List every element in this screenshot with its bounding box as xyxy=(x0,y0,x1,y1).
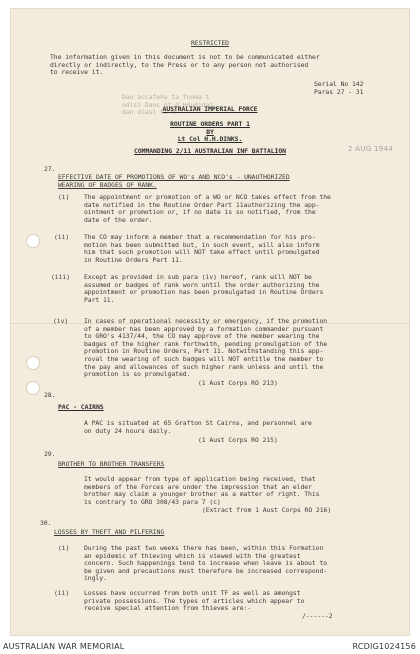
subpara-label: (i) xyxy=(58,544,70,552)
date-stamp: 2 AUG 1944 xyxy=(348,145,394,153)
para-title: BROTHER TO BROTHER TRANSFERS xyxy=(58,460,165,468)
para-text: A PAC is situated at 65 Grafton St Cairns, and personnel are xyxy=(84,419,312,427)
orders-title: ROUTINE ORDERS PART 1 xyxy=(170,120,250,128)
para-text: promotion is so promulgated. xyxy=(84,370,191,379)
subpara-label: (iv) xyxy=(53,317,69,325)
para-text: on duty 24 hours daily. xyxy=(84,426,172,435)
para-text: of a member has been approved by a formation commander pursuant xyxy=(84,324,324,333)
force-heading: AUSTRALIAN IMPERIAL FORCE xyxy=(162,105,258,113)
para-number: 29. xyxy=(44,450,56,458)
para-text: receive special attention from thieves are:- xyxy=(84,604,252,613)
para-text: to GRO's 4137/44, the CO may approve of the member wearing the xyxy=(84,332,320,341)
para-text: be given and precautions must therefore be increased correspond- xyxy=(84,566,328,575)
para-text: date of the order. xyxy=(84,215,153,224)
para-text: ointment or promotion or, if no date is so notified, from the xyxy=(84,208,316,217)
para-text: concern. Such happenings tend to increase when leave is about to xyxy=(84,559,328,568)
command-line: COMMANDING 2/11 AUSTRALIAN INF BATTALION xyxy=(134,147,286,155)
para-text: assumed or badges of rank worn until the order authorizing the xyxy=(84,280,320,289)
para-title: EFFECTIVE DATE OF PROMOTIONS OF WO's AND NCO's - UNAUTHORIZED xyxy=(58,173,290,181)
para-text: roval the wearing of such badges will NOT entitle the member to xyxy=(84,355,324,363)
para-text: members of the Forces are under the impression that an elder xyxy=(84,482,312,491)
reference: (Extract from 1 Aust Corps RO 216) xyxy=(202,506,332,514)
punch-hole xyxy=(26,356,40,370)
notice-line-2: directly or indirectly, to the Press or to any person not authorised xyxy=(50,60,309,69)
archive-id: RCDIG1024156 xyxy=(352,642,416,651)
reference: (1 Aust Corps RO 213) xyxy=(198,379,278,387)
para-text: The CO may inform a member that a recommendation for his pro- xyxy=(84,233,316,241)
para-text: appointment or promotion has been promulgated in Routine Orders xyxy=(84,288,324,297)
para-text: motion has been submitted but, in such event, will also inform xyxy=(84,240,320,249)
para-text: Losses have occurred from both unit TF as well as amongst xyxy=(84,589,301,597)
para-text: brother may claim a younger brother as a matter of right. This xyxy=(84,490,320,499)
notice-line-3: to receive it. xyxy=(50,68,104,77)
para-text: the pay and allowances of such higher rank unless and until the xyxy=(84,362,324,371)
para-text: ingly. xyxy=(84,574,107,583)
punch-hole xyxy=(26,234,40,248)
para-text: private possessions. The types of articles which appear to xyxy=(84,596,305,605)
punch-hole xyxy=(26,381,40,395)
para-text: is contrary to GRO 308/43 para 7 (c) xyxy=(84,497,221,506)
para-text: him that such promotion will NOT take effect until promulgated xyxy=(84,248,320,257)
para-text: promotion in Routine Orders, Part 11. Notwithstanding this app- xyxy=(84,347,324,356)
para-title: PAC - CAIRNS xyxy=(58,403,104,411)
classification: RESTRICTED xyxy=(191,39,229,47)
subpara-label: (ii) xyxy=(54,589,70,597)
by-line: BY xyxy=(206,127,214,136)
para-text: date notified in the Routine Order Part 11authorizing the app- xyxy=(84,200,320,209)
serial-number: Serial No 142 xyxy=(314,80,364,88)
archive-name: AUSTRALIAN WAR MEMORIAL xyxy=(3,642,125,651)
para-number: 28. xyxy=(44,391,56,399)
para-text: During the past two weeks there has been, within this Formation xyxy=(84,544,324,552)
para-text: In cases of operational necessity or emergency, if the promotion xyxy=(84,317,328,325)
para-text: It would appear from type of application being received, that xyxy=(84,475,316,483)
paras-range: Paras 27 - 31 xyxy=(314,87,364,96)
subpara-label: (iii) xyxy=(51,273,70,281)
page-continuation: /------2 xyxy=(302,612,333,620)
para-text: an epidemic of thieving which is viewed with the greatest xyxy=(84,551,301,560)
para-number: 30. xyxy=(40,519,52,527)
archive-footer xyxy=(0,638,420,654)
para-text: The appointment or promotion of a WO or NCO takes effect from the xyxy=(84,193,331,201)
subpara-label: (ii) xyxy=(54,233,70,241)
commander-name: Lt Col H.H.DINKS. xyxy=(177,135,243,144)
subpara-label: (i) xyxy=(58,193,70,201)
bleed-text: dan diasl ti H xyxy=(122,108,176,117)
para-text: Except as provided in sub para (iv) hereof, rank will NOT be xyxy=(84,273,312,281)
reference: (1 Aust Corps RO 215) xyxy=(198,436,278,444)
bleed-text: ndisi Dans nt d Hdudidai xyxy=(122,100,214,109)
notice-line-1: The information given in this document is not to be communicated either xyxy=(50,53,320,61)
para-number: 27. xyxy=(44,165,56,173)
para-text: badges of the higher rank forthwith, pending promulgation of the xyxy=(84,339,328,348)
para-text: in Routine Orders Part 11. xyxy=(84,255,183,264)
bleed-text: Dao accafeha ta fnoma t xyxy=(122,93,210,101)
document-page xyxy=(10,8,410,636)
para-text: Part 11. xyxy=(84,295,115,304)
para-title: WEARING OF BADGES OF RANK. xyxy=(58,180,157,189)
para-title: LOSSES BY THEFT AND PILFERING xyxy=(54,528,165,536)
